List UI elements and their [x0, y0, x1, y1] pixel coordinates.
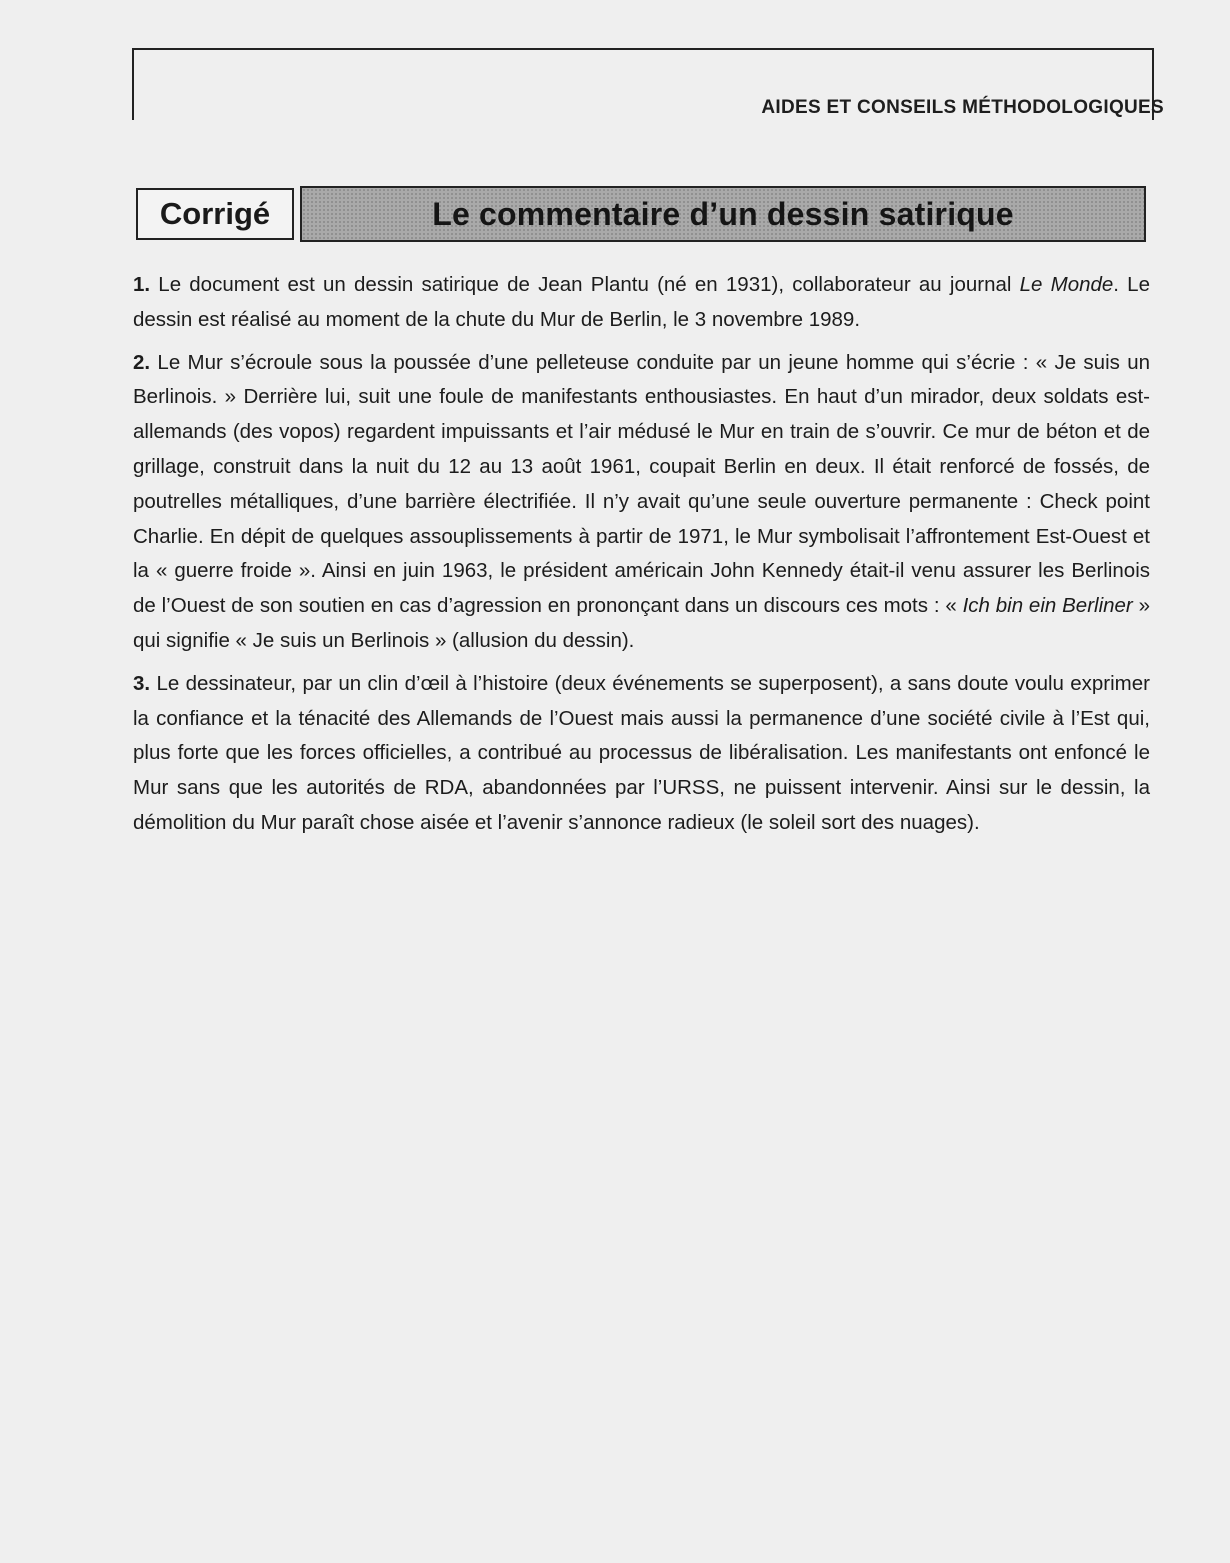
paragraph-number: 3. — [133, 671, 151, 695]
paragraph-number: 1. — [133, 273, 151, 296]
paragraph-text: . Le dessin est réalisé au moment de la chute du Mur de Berlin, le 3 novembre 1989. — [133, 273, 1150, 331]
paragraph-text: Le document est un dessin satirique de Jean Plantu (né en 1931), collaborateur au journal — [150, 273, 1020, 296]
newspaper-title: Le Monde — [1019, 273, 1114, 296]
paragraph-3 — [133, 667, 1150, 841]
section-label: AIDES ET CONSEILS MÉTHODOLOGIQUES — [761, 97, 1164, 118]
title-banner — [300, 186, 1146, 242]
quote-italic: Ich bin ein Berliner — [962, 594, 1133, 618]
paragraph-text: Le dessinateur, par un clin d’œil à l’histoire (deux événements se superposent), a sans doute voulu exprimer la confiance et la ténacité des Allemands de l’Ouest mais aussi la permanence d’une société civile à l’Est qui, plus forte que les forces officielles, a contribué au processus de libéralisation. Les manifestants ont enfoncé le Mur sans que les autorités de RDA, abandonnées par l’URSS, ne puissent intervenir. Ainsi sur le dessin, la démolition du Mur paraît chose aisée et l’avenir s’annonce radieux (le soleil sort des nuages). — [133, 671, 1150, 834]
answer-body — [133, 268, 1150, 849]
paragraph-1 — [133, 268, 1150, 338]
corrige-label: Corrigé — [159, 196, 271, 231]
paragraph-2 — [133, 346, 1150, 659]
page-title: Le commentaire d’un dessin satirique — [432, 195, 1014, 232]
corrige-tag — [136, 188, 294, 240]
paragraph-number: 2. — [133, 350, 151, 374]
paragraph-text: Le Mur s’écroule sous la poussée d’une pelleteuse conduite par un jeune homme qui s’écrie : « Je suis un Berlinois. » Derrière lui, suit une foule de manifestants enthousiastes. En haut d’un mirador, deux soldats est-allemands (des vopos) regardent impuissants et l’air médusé le Mur en train de s’ouvrir. Ce mur de béton et de grillage, construit dans la nuit du 12 au 13 août 1961, coupait Berlin en deux. Il était renforcé de fossés, de poutrelles métalliques, d’une barrière électrifiée. Il n’y avait qu’une seule ouverture permanente : Check point Charlie. En dépit de quelques assouplissements à partir de 1971, le Mur symbolisait l’affrontement Est-Ouest et la « guerre froide ». Ainsi en juin 1963, le président américain John Kennedy était-il venu assurer les Berlinois de l’Ouest de son soutien en cas d’agression en prononçant dans un discours ces mots : « — [133, 350, 1150, 618]
paragraph-text: » qui signifie « Je suis un Berlinois » (allusion du dessin). — [133, 594, 1150, 652]
